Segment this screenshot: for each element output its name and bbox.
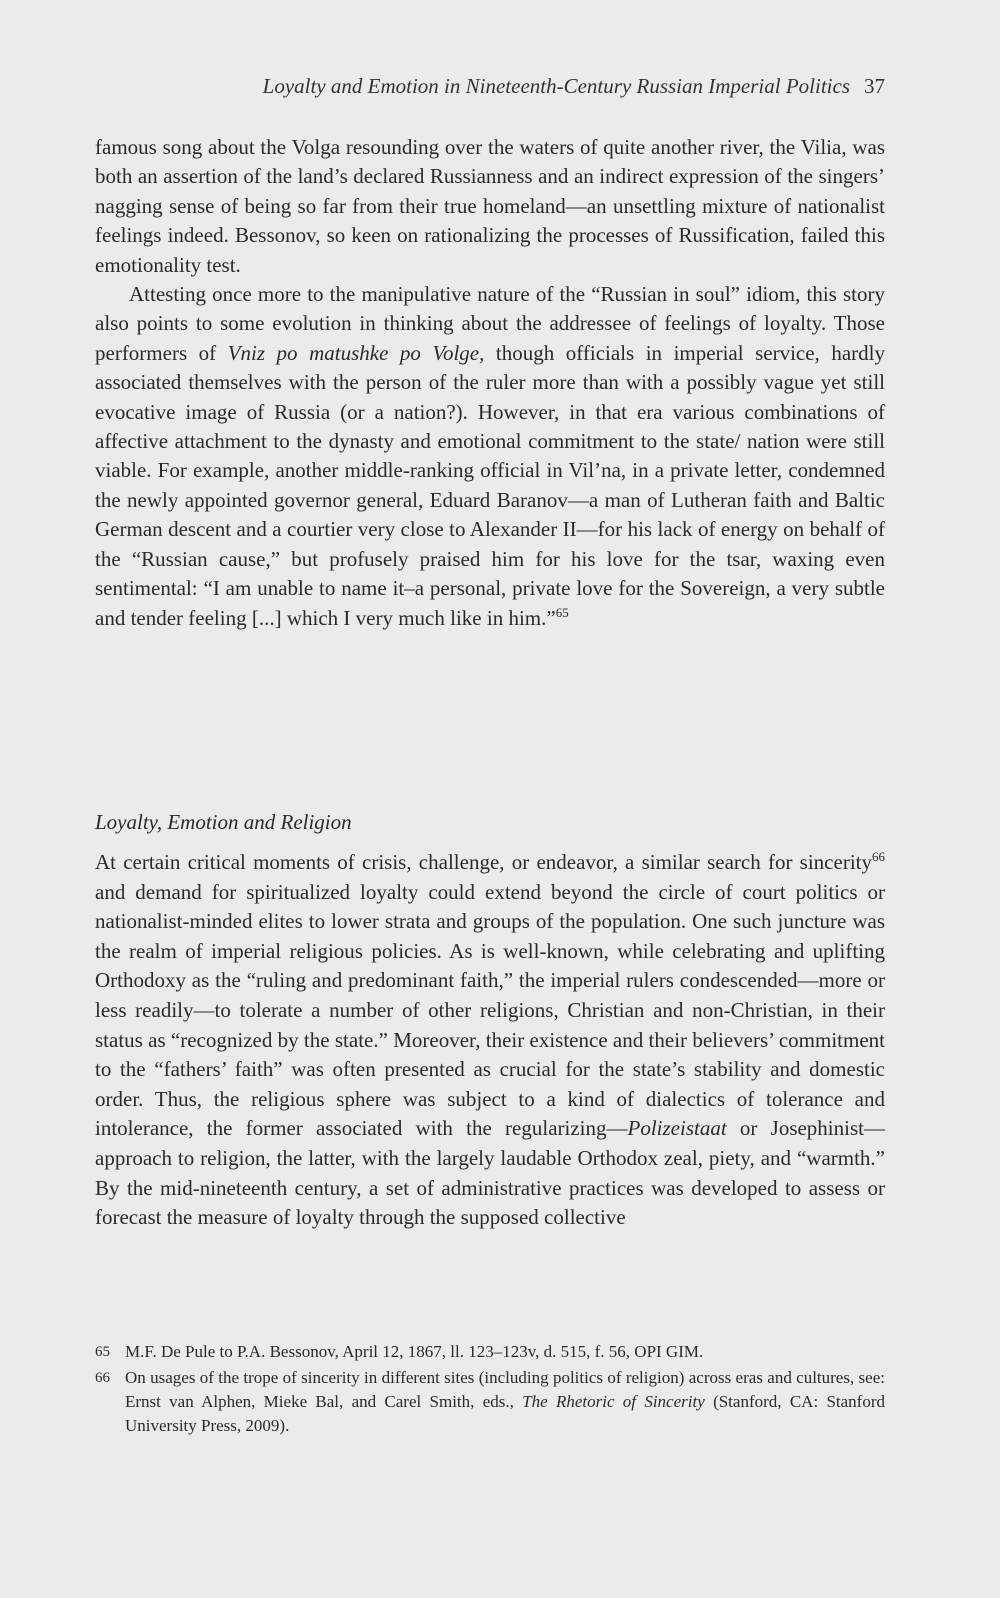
footnote-ref-66[interactable]: 66 bbox=[872, 849, 885, 864]
page-number: 37 bbox=[864, 74, 885, 98]
footnote-ref-65[interactable]: 65 bbox=[555, 604, 569, 620]
footnote-66-part-1: On usages of the trope of sincerity in different sites (including politics of religion) across eras and cultures, see: Ernst van Alphen, Mieke Bal, and Carel Smith, eds., bbox=[125, 1368, 885, 1411]
section-heading: Loyalty, Emotion and Religion bbox=[95, 810, 352, 834]
footnote-65 bbox=[95, 1340, 885, 1364]
paragraph-2 bbox=[95, 280, 885, 633]
footnote-number: 66 bbox=[95, 1370, 110, 1386]
paragraph-3-part-2: and demand for spiritualized loyalty could extend beyond the circle of court politics or nationalist-minded elites to lower strata and groups of the population. One such juncture was the realm of imperial religious policies. As is well-known, while celebrating and uplifting Orthodoxy as the “ruling and predominant faith,” the imperial rulers condescended—more or less readily—to tolerate a number of other religions, Christian and non-Christian, in their status as “recognized by the state.” Moreover, their existence and their believers’ commitment to the “fathers’ faith” was often presented as crucial for the state’s stability and domestic order. Thus, the religious sphere was subject to a kind of dialectics of tolerance and intolerance, the former associated with the regularizing— bbox=[95, 879, 885, 1141]
song-title: Vniz po matushke po Volge, bbox=[227, 340, 485, 365]
footnote-text: M.F. De Pule to P.A. Bessonov, April 12, 1867, ll. 123–123v, d. 515, f. 56, OPI GIM. bbox=[125, 1342, 704, 1361]
footnote-number: 65 bbox=[95, 1344, 110, 1360]
paragraph-3-part-1: At certain critical moments of crisis, challenge, or endeavor, a similar search for sincerity bbox=[95, 850, 872, 874]
footnotes bbox=[95, 1340, 885, 1440]
footnote-66-part-2: (Stanford, CA: Stanford University Press, 2009). bbox=[125, 1392, 886, 1435]
paragraph-2-part-1: Attesting once more to the manipulative nature of the “Russian in soul” idiom, this story also points to some evolution in thinking about the addressee of feelings of loyalty. Those performers of bbox=[95, 282, 885, 365]
paragraph-1: famous song about the Volga resounding over the waters of quite another river, the Vilia, was both an assertion of the land’s declared Russianness and an indirect expression of the singers’ nagging sense of being so far from their true homeland—an unsettling mixture of nationalist feelings indeed. Bessonov, so keen on rationalizing the processes of Russification, failed this emotionality test. bbox=[95, 135, 885, 277]
body-text-upper bbox=[95, 133, 885, 633]
italic-term: Polizeistaat bbox=[627, 1116, 727, 1141]
running-head bbox=[95, 72, 885, 100]
book-title: The Rhetoric of Sincerity bbox=[522, 1392, 705, 1411]
paragraph-3 bbox=[95, 848, 885, 1233]
footnote-text bbox=[125, 1366, 885, 1438]
paragraph-3-part-3: or Josephinist—approach to religion, the latter, with the largely laudable Orthodox zeal, piety, and “warmth.” By the mid-nineteenth century, a set of administrative practices was developed to assess or forecast the measure of loyalty through the supposed collective bbox=[95, 1116, 885, 1230]
paragraph-2-part-2: though officials in imperial service, hardly associated themselves with the person of the ruler more than with a possibly vague yet still evocative image of Russia (or a nation?). However, in that era various combinations of affective attachment to the dynasty and emotional commitment to the state/ nation were still viable. For example, another middle-ranking official in Vil’na, in a private letter, condemned the newly appointed governor general, Eduard Baranov—a man of Lutheran faith and Baltic German descent and a courtier very close to Alexander II—for his lack of energy on behalf of the “Russian cause,” but profusely praised him for his love for the tsar, waxing even sentimental: “I am unable to name it–a personal, private love for the Sovereign, a very subtle and tender feeling [...] which I very much like in him.” bbox=[95, 340, 885, 630]
body-text-lower bbox=[95, 848, 885, 1233]
running-title: Loyalty and Emotion in Nineteenth-Century Russian Imperial Politics bbox=[262, 74, 850, 98]
footnote-66 bbox=[95, 1366, 885, 1438]
